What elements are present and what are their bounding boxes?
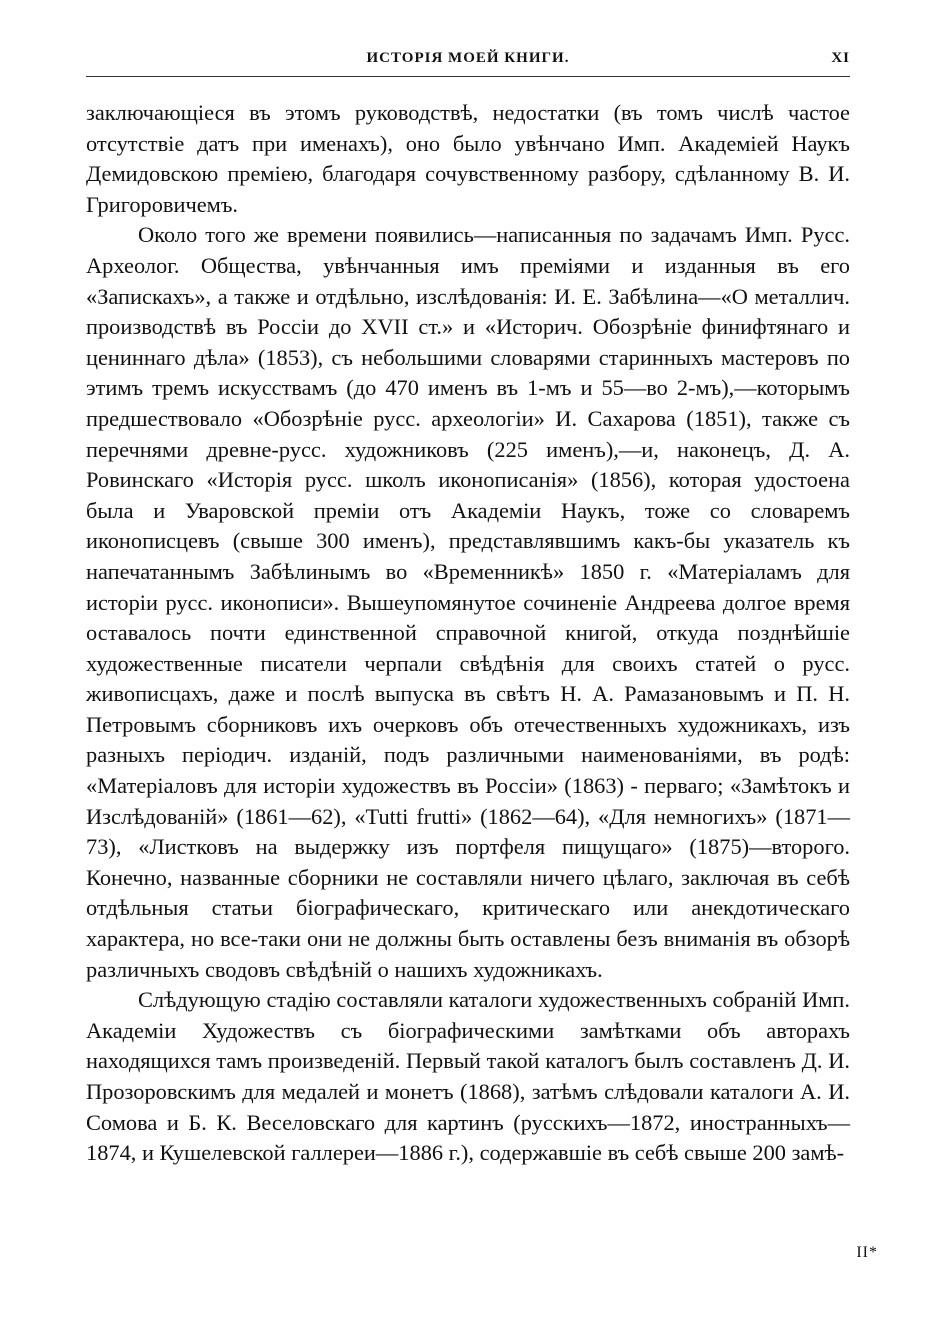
body-text bbox=[86, 98, 850, 1169]
header-rule bbox=[86, 76, 850, 77]
page-number: XI bbox=[831, 50, 850, 66]
paragraph-sources-review: Около того же времени появились—написанныя по задачамъ Имп. Русс. Археолог. Общества, увѣнчанныя имъ преміями и изданныя въ его «Запискахъ», а также и отдѣльно, изслѣдованія: И. Е. Забѣлина—«О металлич. производствѣ въ Россіи до XVII ст.» и «Историч. Обозрѣніе финифтянаго и цениннаго дѣла» (1853), съ небольшими словарями старинныхъ мастеровъ по этимъ тремъ искусствамъ (до 470 именъ въ 1-мъ и 55—во 2-мъ),—которымъ предшествовало «Обозрѣніе русс. археологіи» И. Сахарова (1851), также съ перечнями древне-русс. художниковъ (225 именъ),—и, наконецъ, Д. А. Ровинскаго «Исторія русс. школъ иконописанія» (1856), которая удостоена была и Уваровской преміи отъ Академіи Наукъ, тоже со словаремъ иконописцевъ (свыше 300 именъ), представлявшимъ какъ-бы указатель къ напечатаннымъ Забѣлинымъ во «Временникѣ» 1850 г. «Матеріаламъ для исторіи русс. иконописи». Вышеупомянутое сочиненіе Андреева долгое время оставалось почти единственной справочной книгой, откуда позднѣйшіе художественные писатели черпали свѣдѣнія для своихъ статей о русс. живописцахъ, даже и послѣ выпуска въ свѣтъ Н. А. Рамазановымъ и П. Н. Петровымъ сборниковъ ихъ очерковъ объ отечественныхъ художникахъ, изъ разныхъ періодич. изданій, подъ различными наименованіями, въ родѣ: «Матеріаловъ для исторіи художествъ въ Россіи» (1863) - перваго; «Замѣтокъ и Изслѣдованій» (1861—62), «Tutti frutti» (1862—64), «Для немногихъ» (1871—73), «Листковъ на выдержку изъ портфеля пищущаго» (1875)—второго. Конечно, названные сборники не составляли ничего цѣлаго, заключая въ себѣ отдѣльныя статьи біографическаго, критическаго или анекдотическаго характера, но все-таки они не должны быть оставлены безъ вниманія въ обзорѣ различныхъ сводовъ свѣдѣній о нашихъ художникахъ. bbox=[86, 222, 850, 982]
signature-mark: II* bbox=[856, 1244, 878, 1261]
paragraph-continuation: заключающіеся въ этомъ руководствѣ, недостатки (въ томъ числѣ частое отсутствіе датъ при именахъ), оно было увѣнчано Имп. Академіей Наукъ Демидовскою преміею, благодаря сочувственному разбору, сдѣланному В. И. Григоровичемъ. bbox=[86, 100, 850, 217]
running-title: ИСТОРІЯ МОЕЙ КНИГИ. bbox=[366, 50, 570, 66]
page-header bbox=[86, 40, 850, 70]
paragraph-academy-catalogues: Слѣдующую стадію составляли каталоги художественныхъ собраній Имп. Академіи Художествъ съ біографическими замѣтками объ авторахъ находящихся тамъ произведеній. Первый такой каталогъ былъ составленъ Д. И. Прозоровскимъ для медалей и монетъ (1868), затѣмъ слѣдовали каталоги А. И. Сомова и Б. К. Веселовскаго для картинъ (русскихъ—1872, иностранныхъ—1874, и Кушелевской галлереи—1886 г.), содержавшіе въ себѣ свыше 200 замѣ- bbox=[86, 987, 850, 1166]
book-page bbox=[86, 40, 850, 1169]
